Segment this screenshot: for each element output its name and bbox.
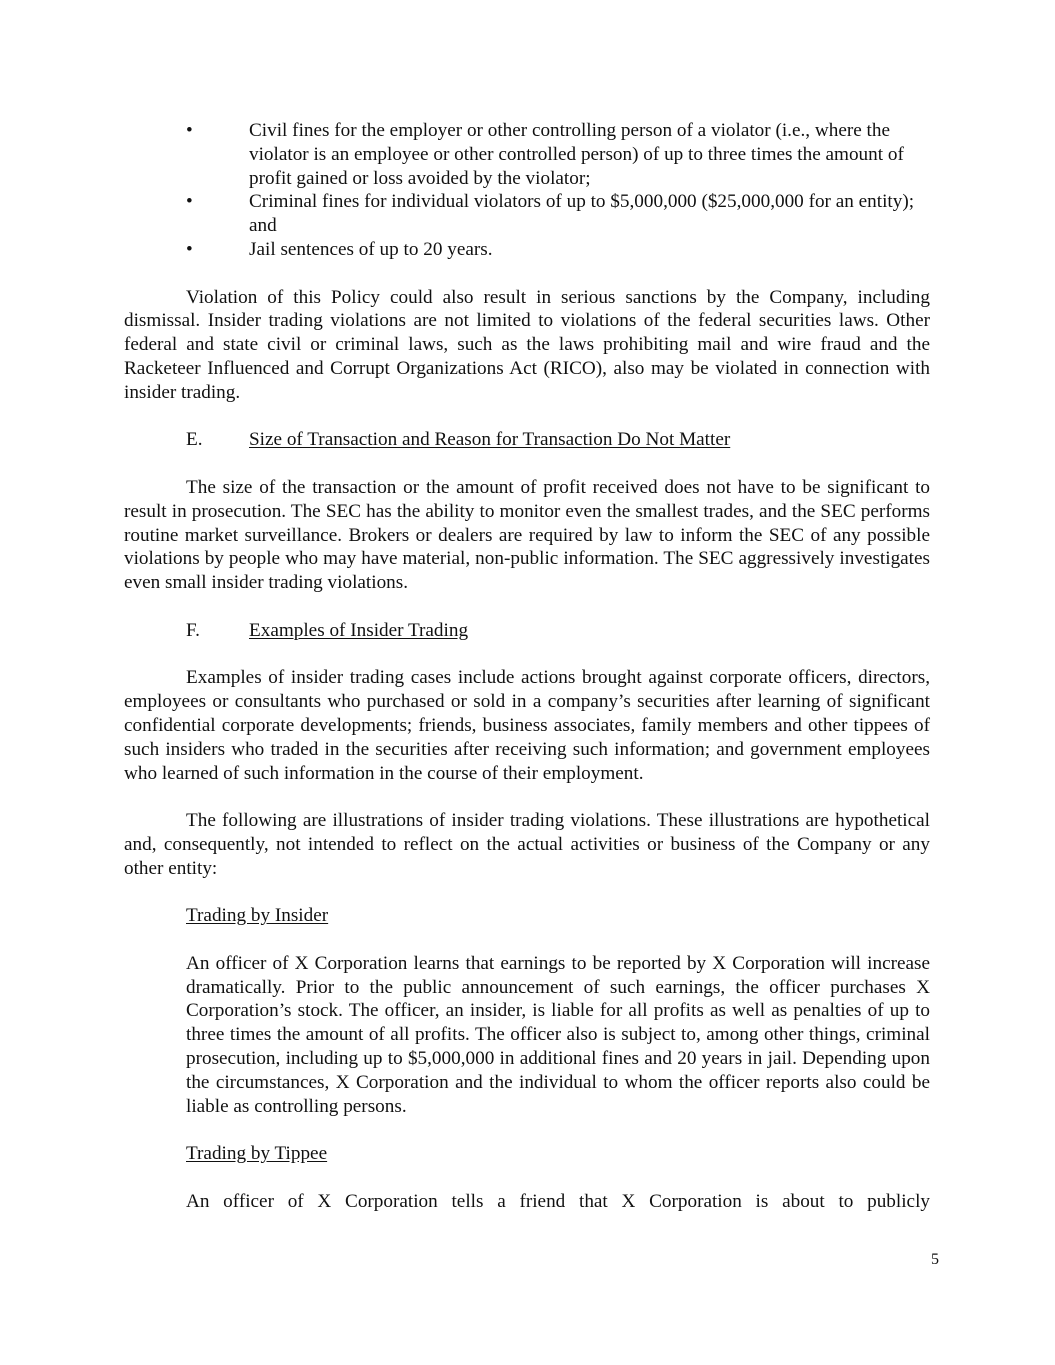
section-title: Size of Transaction and Reason for Transaction Do Not Matter xyxy=(249,429,731,451)
list-item xyxy=(124,238,930,262)
section-heading-e xyxy=(124,428,930,452)
penalties-list xyxy=(124,119,930,262)
page-number: 5 xyxy=(931,1251,939,1268)
section-letter: F. xyxy=(186,619,200,641)
tippee-example-paragraph: An officer of X Corporation tells a friend that X Corporation is about to publicly xyxy=(186,1190,930,1212)
example-heading-insider xyxy=(124,904,930,928)
list-item xyxy=(124,190,930,238)
example-title: Trading by Tippee xyxy=(186,1143,328,1165)
bullet-icon: • xyxy=(186,120,193,141)
section-heading-f xyxy=(124,619,930,643)
example-title: Trading by Insider xyxy=(186,905,329,927)
bullet-text: Civil fines for the employer or other controlling person of a violator (i.e., where the violator is an employee or other controlled person) of up to three times the amount of profit gained or loss avoided by the violator; xyxy=(249,120,904,189)
transaction-size-paragraph: The size of the transaction or the amount of profit received does not have to be significant to result in prosecution. The SEC has the ability to monitor even the smallest trades, and the SEC performs routine market surveillance. Brokers or dealers are required by law to inform the SEC of any possible violations by people who may have material, non-public information. The SEC aggressively investigates even small insider trading violations. xyxy=(124,476,930,594)
illustrations-paragraph: The following are illustrations of insider trading violations. These illustrations are hypothetical and, consequently, not intended to reflect on the actual activities or business of the Company or any other entity: xyxy=(124,810,930,879)
bullet-text: Jail sentences of up to 20 years. xyxy=(249,238,493,260)
document-page xyxy=(124,119,930,1214)
bullet-text: Criminal fines for individual violators of up to $5,000,000 ($25,000,000 for an entity); and xyxy=(249,191,915,237)
bullet-icon: • xyxy=(186,191,193,213)
violation-paragraph: Violation of this Policy could also result in serious sanctions by the Company, including dismissal. Insider trading violations are not limited to violations of the federal securities laws. Other federal and state civil or criminal laws, such as the laws prohibiting mail and wire fraud and the Racketeer Influenced and Corrupt Organizations Act (RICO), also may be violated in connection with insider trading. xyxy=(124,286,930,403)
example-heading-tippee xyxy=(124,1142,930,1166)
section-letter: E. xyxy=(186,429,203,451)
bullet-icon: • xyxy=(186,238,193,260)
list-item xyxy=(124,119,930,190)
insider-example-paragraph: An officer of X Corporation learns that earnings to be reported by X Corporation will increase dramatically. Prior to the public announcement of such earnings, the officer purchases X Corporation’s stock. The officer, an insider, is liable for all profits as well as penalties of up to three times the amount of all profits. The officer also is subject to, among other things, criminal prosecution, including up to $5,000,000 in additional fines and 20 years in jail. Depending upon the circumstances, X Corporation and the individual to whom the officer reports also could be liable as controlling persons. xyxy=(186,952,930,1117)
examples-paragraph: Examples of insider trading cases include actions brought against corporate officers, directors, employees or consultants who purchased or sold in a company’s securities after learning of significant confidential corporate developments; friends, business associates, family members and other tippees of such insiders who traded in the securities after receiving such information; and government employees who learned of such information in the course of their employment. xyxy=(124,667,930,784)
section-title: Examples of Insider Trading xyxy=(249,619,469,641)
